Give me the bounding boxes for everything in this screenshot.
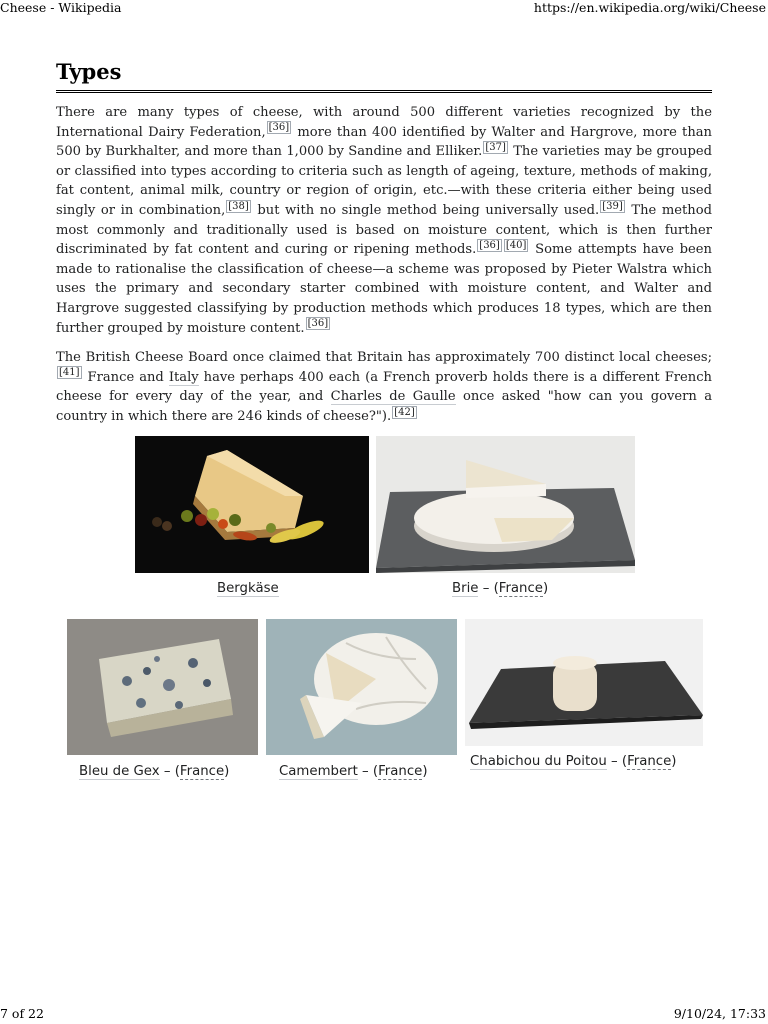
link-chabichou-du-poitou[interactable]: Chabichou du Poitou: [470, 754, 607, 769]
text: The British Cheese Board once claimed that Britain has approximately 700 distinct local cheeses;: [56, 350, 712, 366]
browser-print-header: [0, 0, 768, 16]
print-datetime: 9/10/24, 17:33: [673, 1006, 766, 1021]
reference-link[interactable]: [38]: [228, 200, 249, 212]
text: The varieties may be grouped or classified into types according to criteria such as length of ageing, texture, methods of making, fat content, animal milk, country or region of origin, etc.—with these criteria either being used singly or in combination,: [56, 144, 713, 218]
link-bleu-de-gex[interactable]: Bleu de Gex: [79, 764, 160, 779]
paragraph-types-1: [56, 103, 712, 338]
image-bergkase[interactable]: [135, 436, 369, 573]
section-heading: Types: [56, 58, 712, 93]
text: France and: [82, 369, 169, 385]
text: Some attempts have been made to rationalise the classification of cheese—a scheme was proposed by Pieter Walstra which uses the primary and secondary starter combined with moisture content, and Walter and Hargrove suggested classifying by production methods which produces 18 types, which are then further grouped by moisture content.: [56, 242, 712, 336]
page-counter: 7 of 22: [0, 1006, 44, 1021]
separator: – (: [159, 764, 180, 779]
page-url: https://en.wikipedia.org/wiki/Cheese: [533, 0, 766, 15]
link-charles-de-gaulle[interactable]: Charles de Gaulle: [330, 389, 456, 405]
text: There are many types of cheese, with around 500 different varieties recognized by the International Dairy Federation,: [56, 105, 712, 140]
reference-link[interactable]: [36]: [479, 239, 500, 251]
separator: ): [422, 764, 428, 779]
image-chabichou[interactable]: [465, 619, 703, 746]
link-france[interactable]: France: [378, 764, 423, 779]
link-france[interactable]: France: [179, 764, 225, 779]
page-title: Cheese - Wikipedia: [0, 0, 122, 15]
text: The method most commonly and traditionally used is based on moisture content, which is then further discriminated by fat content and curing or ripening methods.: [56, 202, 712, 258]
reference-link[interactable]: [36]: [307, 318, 329, 330]
separator: ): [671, 754, 677, 769]
link-france[interactable]: France: [627, 754, 672, 769]
caption-brie: [452, 581, 548, 596]
reference-link[interactable]: [40]: [505, 239, 527, 251]
text: but with no single method being universally used.: [251, 202, 600, 218]
reference-link[interactable]: [37]: [485, 141, 506, 153]
image-brie[interactable]: [376, 436, 635, 573]
browser-print-footer: [0, 1006, 768, 1024]
link-camembert[interactable]: Camembert: [279, 764, 358, 779]
link-italy[interactable]: Italy: [168, 369, 199, 385]
caption-bleu-de-gex: [79, 764, 229, 779]
article-section: [56, 58, 712, 427]
separator: ): [224, 764, 230, 779]
separator: ): [542, 581, 549, 596]
text: once asked "how can you govern a country in which there are 246 kinds of cheese?").: [56, 389, 713, 424]
link-france[interactable]: France: [498, 581, 543, 596]
separator: – (: [478, 581, 499, 596]
paragraph-types-2: [56, 348, 712, 426]
reference-link[interactable]: [36]: [268, 122, 290, 134]
image-bleu-de-gex[interactable]: [67, 619, 258, 755]
link-brie[interactable]: Brie: [452, 581, 479, 596]
link-bergkase[interactable]: Bergkäse: [217, 581, 279, 596]
caption-bergkase: [217, 581, 279, 596]
image-camembert[interactable]: [266, 619, 457, 755]
reference-link[interactable]: [41]: [59, 367, 80, 379]
text: more than 400 identified by Walter and Hargrove, more than 500 by Burkhalter, and more than 1,000 by Sandine and Elliker.: [56, 124, 712, 160]
text: have perhaps 400 each (a French proverb holds there is a different French cheese for every day of the year, and: [56, 369, 712, 405]
reference-link[interactable]: [39]: [602, 200, 623, 212]
separator: – (: [606, 754, 628, 769]
caption-camembert: [279, 764, 428, 779]
separator: – (: [357, 764, 379, 779]
reference-link[interactable]: [42]: [394, 406, 415, 418]
caption-chabichou: [470, 754, 677, 769]
